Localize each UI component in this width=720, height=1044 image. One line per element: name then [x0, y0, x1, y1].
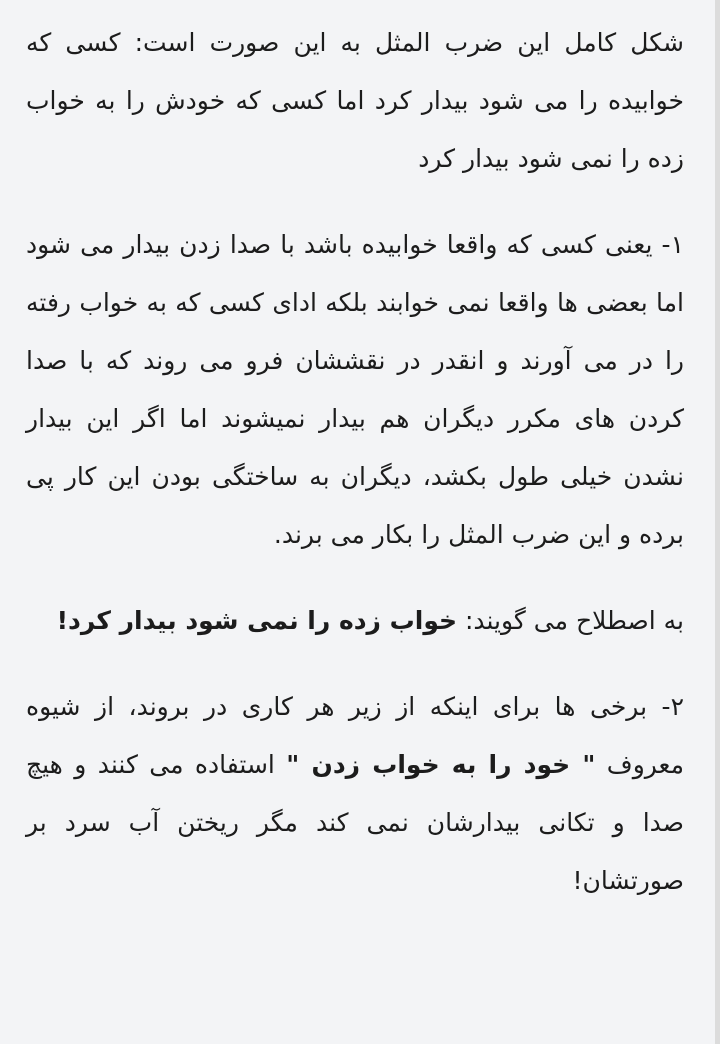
point-2-text-before: ۲- برخی ها برای اینکه از زیر هر کاری در بروند، از شیوه معروف	[26, 692, 685, 779]
intro-paragraph: شکل کامل این ضرب المثل به این صورت است: کسی که خوابیده را می شود بیدار کرد اما کسی که خودش را به خواب زده را نمی شود بیدار کرد	[26, 28, 684, 173]
point-2-paragraph	[26, 678, 684, 910]
scrollbar-track	[715, 0, 720, 1044]
point-2-bold-text: " خود را به خواب زدن "	[286, 750, 596, 779]
point-2-text-after: استفاده می کنند و هیچ صدا و تکانی بیدارشان نمی کند مگر ریختن آب سرد بر صورتشان!	[26, 750, 684, 895]
idiom-bold-text: خواب زده را نمی شود بیدار کرد!	[56, 606, 458, 635]
point-1-paragraph: ۱- یعنی کسی که واقعا خوابیده باشد با صدا زدن بیدار می شود اما بعضی ها واقعا نمی خوابند بلکه ادای کسی که به خواب رفته را در می آورند و انقدر در نقششان فرو می روند که با صدا کردن های مکرر دیگران هم بیدار نمیشوند اما اگر این بیدار نشدن خیلی طول بکشد، دیگران به ساختگی بودن این کار پی برده و این ضرب المثل را بکار می برند.	[26, 230, 684, 549]
idiom-paragraph	[26, 592, 684, 650]
idiom-prefix: به اصطلاح می گویند:	[457, 606, 684, 635]
